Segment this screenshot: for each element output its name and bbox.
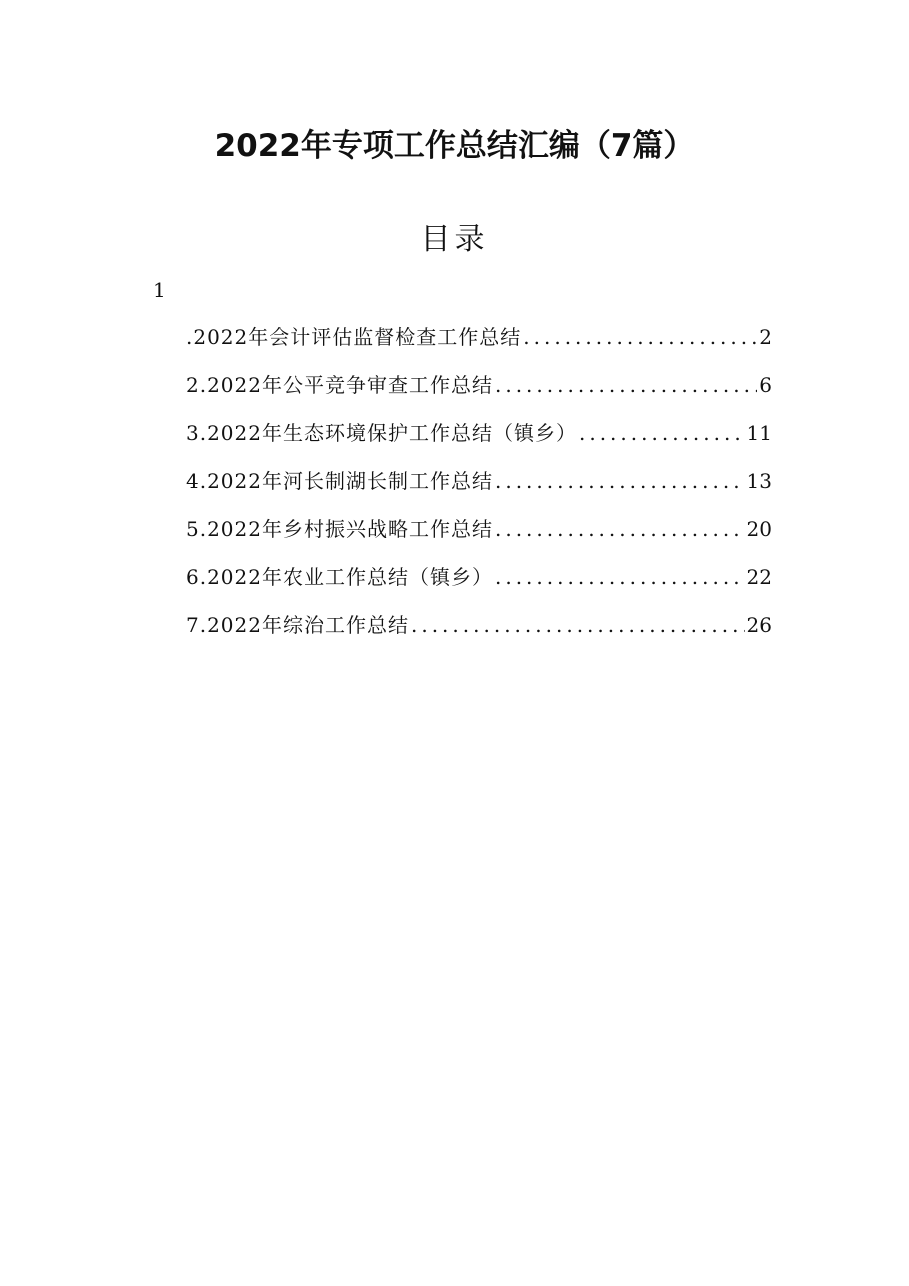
toc-entry-page: 11 [746, 421, 772, 445]
toc-leader-dots [495, 513, 745, 545]
toc-entry-label: 2.2022年公平竞争审查工作总结 [186, 373, 493, 397]
toc-entry-page: 13 [746, 469, 772, 493]
document-title: 2022年专项工作总结汇编（7篇） [214, 128, 695, 164]
section-number: 1 [153, 278, 166, 302]
toc-entry-label: 4.2022年河长制湖长制工作总结 [186, 469, 493, 493]
toc-entry-page: 2 [759, 325, 772, 349]
toc-entry-page: 26 [746, 613, 772, 637]
toc-entry-label: 6.2022年农业工作总结（镇乡） [186, 565, 493, 589]
toc-entry-label: 5.2022年乡村振兴战略工作总结 [186, 517, 493, 541]
toc-entry-page: 22 [746, 565, 772, 589]
toc-entry-4[interactable] [186, 465, 772, 513]
toc-leader-dots [495, 369, 757, 401]
toc-heading: 目录 [420, 222, 489, 257]
toc-entry-label: 3.2022年生态环境保护工作总结（镇乡） [186, 421, 577, 445]
toc-entry-5[interactable] [186, 513, 772, 561]
toc-leader-dots [579, 417, 745, 449]
toc-entry-6[interactable] [186, 561, 772, 609]
table-of-contents [186, 321, 772, 657]
toc-entry-page: 20 [746, 517, 772, 541]
toc-entry-label: 7.2022年综治工作总结 [186, 613, 409, 637]
toc-entry-2[interactable] [186, 369, 772, 417]
toc-entry-3[interactable] [186, 417, 772, 465]
toc-entry-label: .2022年会计评估监督检查工作总结 [186, 325, 522, 349]
toc-entry-page: 6 [759, 373, 772, 397]
toc-leader-dots [523, 321, 757, 353]
toc-entry-1[interactable] [186, 321, 772, 369]
toc-entry-7[interactable] [186, 609, 772, 657]
toc-leader-dots [495, 465, 745, 497]
toc-leader-dots [495, 561, 745, 593]
toc-leader-dots [411, 609, 745, 641]
